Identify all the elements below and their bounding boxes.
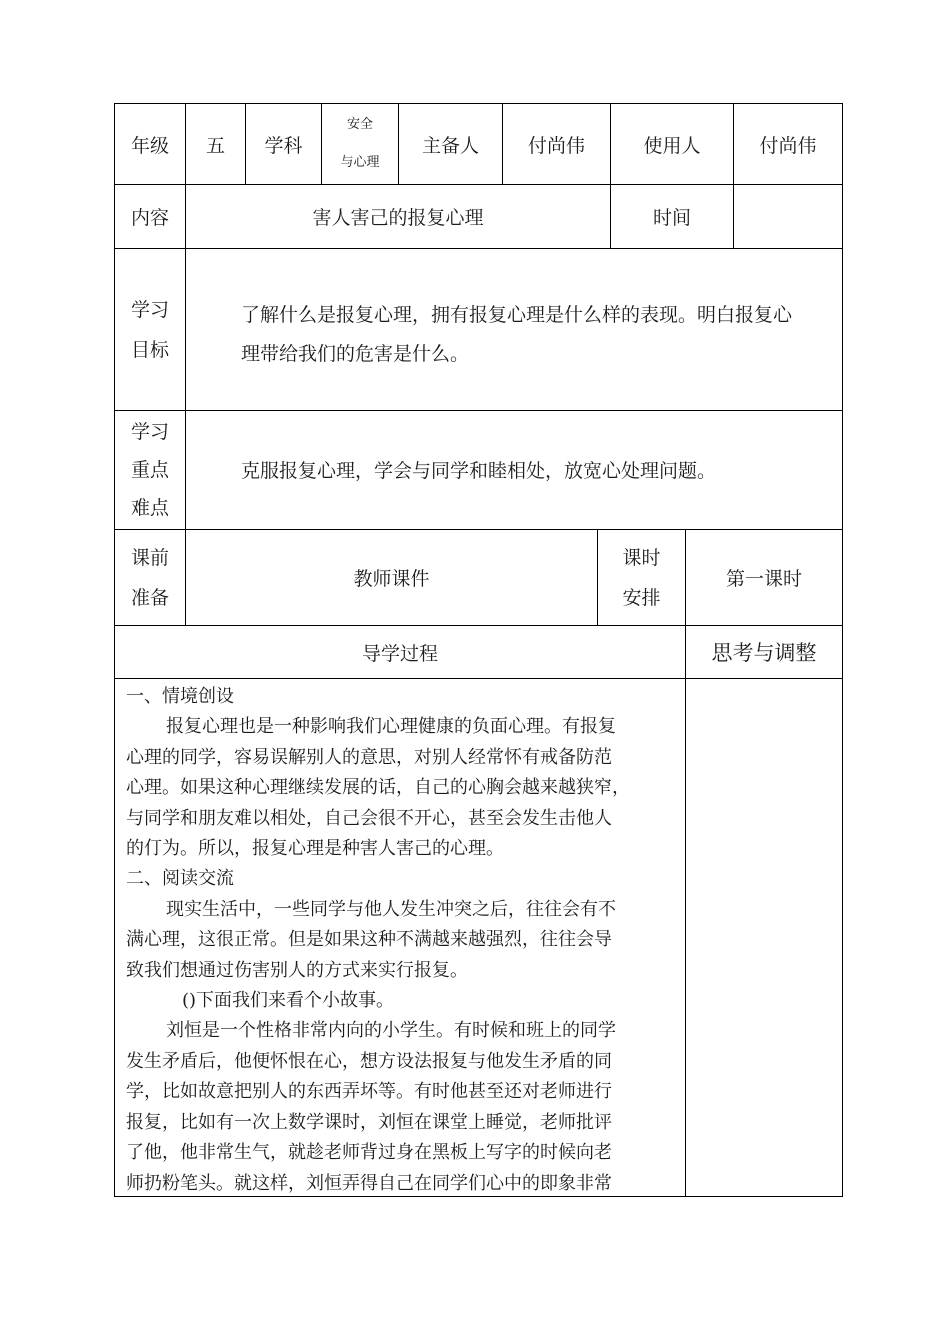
paragraph-line: 与同学和朋友难以相处，自己会很不开心，甚至会发生击他人: [126, 807, 612, 829]
time-label: 时间: [652, 207, 691, 229]
time-value: [734, 185, 842, 248]
schedule-value: 第一课时: [725, 568, 802, 590]
subject-value: [322, 104, 398, 184]
prep-value: 教师课件: [353, 568, 430, 590]
section-heading-2: 二、阅读交流: [126, 868, 234, 890]
paragraph-line: 报复心理也是一种影响我们心理健康的负面心理。有报复: [166, 716, 616, 738]
paragraph-line: 致我们想通过伤害别人的方式来实行报复。: [126, 959, 468, 981]
reflection-notes: [686, 679, 842, 1196]
paragraph-line: 了他，他非常生气，就趁老师背过身在黑板上写字的时候向老: [126, 1142, 612, 1164]
paragraph-line: 学，比如故意把别人的东西弄坏等。有时他甚至还对老师进行: [126, 1081, 612, 1103]
reflection-header: 思考与调整: [711, 641, 817, 665]
schedule-label-line1: 课时: [622, 546, 661, 569]
preparer-label: 主备人: [421, 134, 479, 157]
goals-label: [115, 249, 185, 410]
section-heading-1: 一、情境创设: [126, 686, 234, 707]
key-points-label-line1: 学习: [130, 421, 169, 443]
schedule-label: [598, 530, 685, 625]
process-body: [126, 682, 682, 1199]
prep-label: [115, 530, 185, 625]
paragraph-line: 心理的同学，容易误解别人的意思，对别人经常怀有戒备防范: [126, 746, 612, 768]
paragraph-line: 现实生活中，一些同学与他人发生冲突之后，往往会有不: [166, 898, 616, 920]
grade-label: 年级: [130, 134, 169, 157]
goals-label-line1: 学习: [130, 298, 169, 321]
subject-value-line2: 与心理: [340, 155, 380, 170]
key-points-label-line3: 难点: [130, 497, 169, 519]
paragraph-line: 报复，比如有一次上数学课时，刘恒在课堂上睡觉，老师批评: [126, 1111, 612, 1133]
key-points-label: [115, 411, 185, 529]
paragraph-line: 满心理，这很正常。但是如果这种不满越来越强烈，往往会导: [126, 929, 612, 951]
schedule-label-line2: 安排: [622, 586, 661, 609]
goals-text-line2: 理带给我们的危害是什么。: [241, 343, 470, 365]
paragraph-line: 师扔粉笔头。就这样，刘恒弄得自己在同学们心中的即象非常: [126, 1172, 612, 1194]
goals-label-line2: 目标: [130, 338, 169, 361]
paragraph-line: ()下面我们来看个小故事。: [182, 990, 395, 1012]
subject-value-line1: 安全: [346, 117, 373, 132]
paragraph-line: 发生矛盾后，他便怀恨在心，想方设法报复与他发生矛盾的同: [126, 1050, 612, 1072]
goals-text-line1: 了解什么是报复心理，拥有报复心理是什么样的表现。明白报复心: [241, 304, 793, 326]
user-value: 付尚伟: [759, 134, 817, 157]
grade-value: 五: [205, 134, 225, 157]
content-label: 内容: [130, 207, 169, 229]
paragraph-line: 刘恒是一个性格非常内向的小学生。有时候和班上的同学: [166, 1020, 616, 1042]
paragraph-line: 心理。如果这种心理继续发展的话，自己的心胸会越来越狭窄，: [126, 777, 630, 799]
prep-label-line1: 课前: [130, 546, 169, 569]
key-points-label-line2: 重点: [130, 459, 169, 481]
key-points-text: 克服报复心理，学会与同学和睦相处，放宽心处理问题。: [241, 460, 717, 482]
user-label: 使用人: [643, 134, 701, 157]
process-header: 导学过程: [361, 642, 438, 665]
subject-label: 学科: [264, 134, 303, 157]
goals-text: [241, 296, 837, 374]
preparer-value: 付尚伟: [527, 134, 585, 157]
content-value: 害人害己的报复心理: [312, 207, 484, 229]
prep-label-line2: 准备: [130, 586, 169, 609]
paragraph-line: 的仃为。所以，报复心理是种害人害己的心理。: [126, 838, 504, 860]
